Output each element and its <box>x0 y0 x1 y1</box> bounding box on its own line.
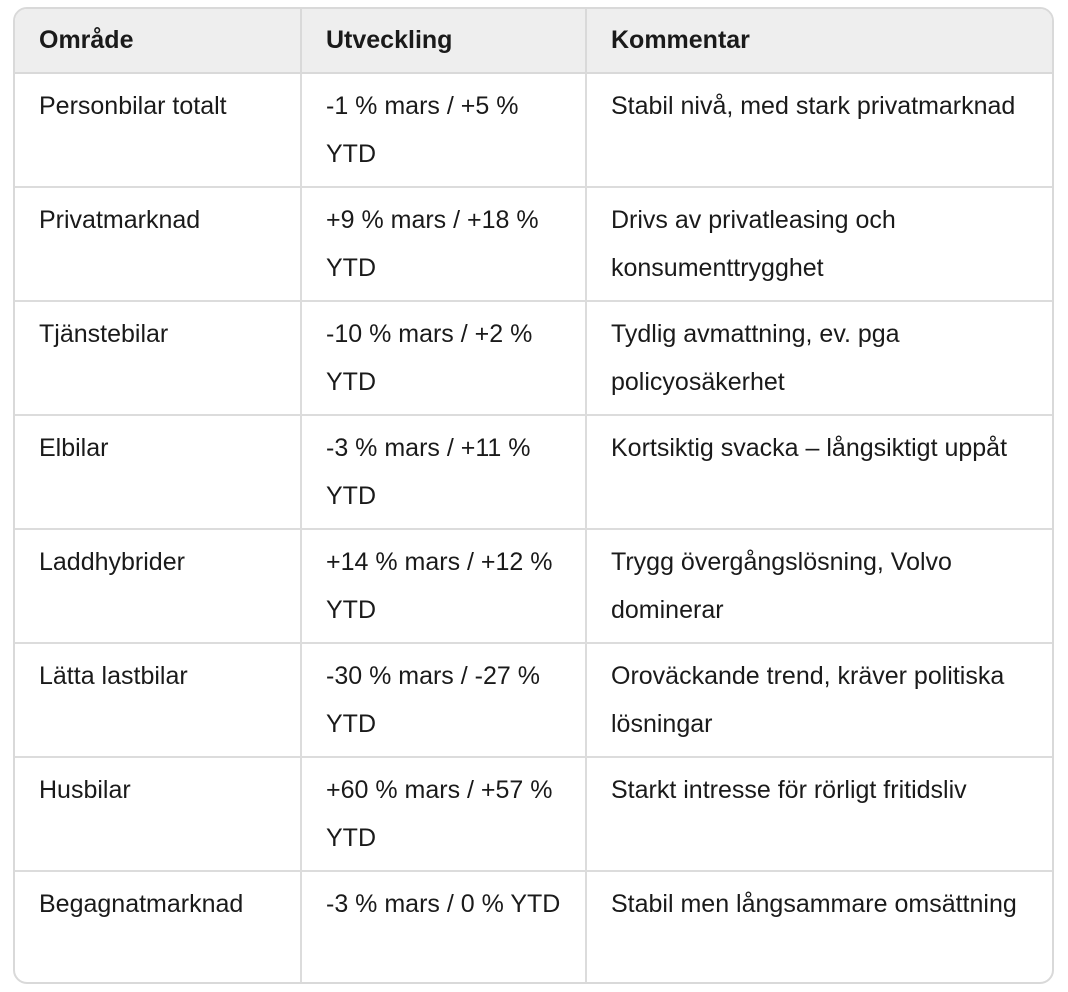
header-row <box>15 9 1052 73</box>
cell-utveckling: -3 % mars / 0 % YTD <box>301 871 586 984</box>
cell-kommentar: Stabil men långsammare omsättning <box>611 890 1017 918</box>
cell-omrade: Elbilar <box>15 415 301 529</box>
cell-kommentar: Stabil nivå, med stark privatmarknad <box>586 73 1052 187</box>
cell-omrade: Laddhybrider <box>15 529 301 643</box>
header-cell-omrade: Område <box>15 9 301 73</box>
cell-kommentar: Starkt intresse för rörligt fritidsliv <box>586 757 1052 871</box>
table-row <box>15 187 1052 301</box>
header-cell-kommentar: Kommentar <box>586 9 1052 73</box>
cell-omrade: Lätta lastbilar <box>15 643 301 757</box>
table-header <box>15 9 1052 73</box>
cell-utveckling: -3 % mars / +11 % YTD <box>301 415 586 529</box>
table-row <box>15 757 1052 871</box>
cell-omrade: Privatmarknad <box>15 187 301 301</box>
cell-utveckling: +9 % mars / +18 % YTD <box>301 187 586 301</box>
table-body <box>15 73 1052 984</box>
cell-utveckling: +14 % mars / +12 % YTD <box>301 529 586 643</box>
cell-utveckling: -1 % mars / +5 % YTD <box>301 73 586 187</box>
cell-utveckling: +60 % mars / +57 % YTD <box>301 757 586 871</box>
cell-kommentar: Oroväckande trend, kräver politiska lösningar <box>586 643 1052 757</box>
cell-omrade: Tjänstebilar <box>15 301 301 415</box>
table-row <box>15 415 1052 529</box>
cell-omrade: Begagnatmarknad <box>15 871 301 984</box>
cell-kommentar: Trygg övergångslösning, Volvo dominerar <box>586 529 1052 643</box>
data-table-container <box>13 7 1054 984</box>
cell-utveckling: -30 % mars / -27 % YTD <box>301 643 586 757</box>
cell-kommentar: Kortsiktig svacka – långsiktigt uppåt <box>586 415 1052 529</box>
table-row <box>15 73 1052 187</box>
table-row <box>15 643 1052 757</box>
table-row <box>15 529 1052 643</box>
cell-kommentar: Drivs av privatleasing och konsumenttrygghet <box>586 187 1052 301</box>
table-row <box>15 871 1052 984</box>
cell-omrade: Personbilar totalt <box>15 73 301 187</box>
cell-utveckling: -10 % mars / +2 % YTD <box>301 301 586 415</box>
data-table <box>15 9 1052 984</box>
cell-kommentar: Tydlig avmattning, ev. pga policyosäkerhet <box>586 301 1052 415</box>
header-cell-utveckling: Utveckling <box>301 9 586 73</box>
cell-omrade: Husbilar <box>15 757 301 871</box>
table-row <box>15 301 1052 415</box>
